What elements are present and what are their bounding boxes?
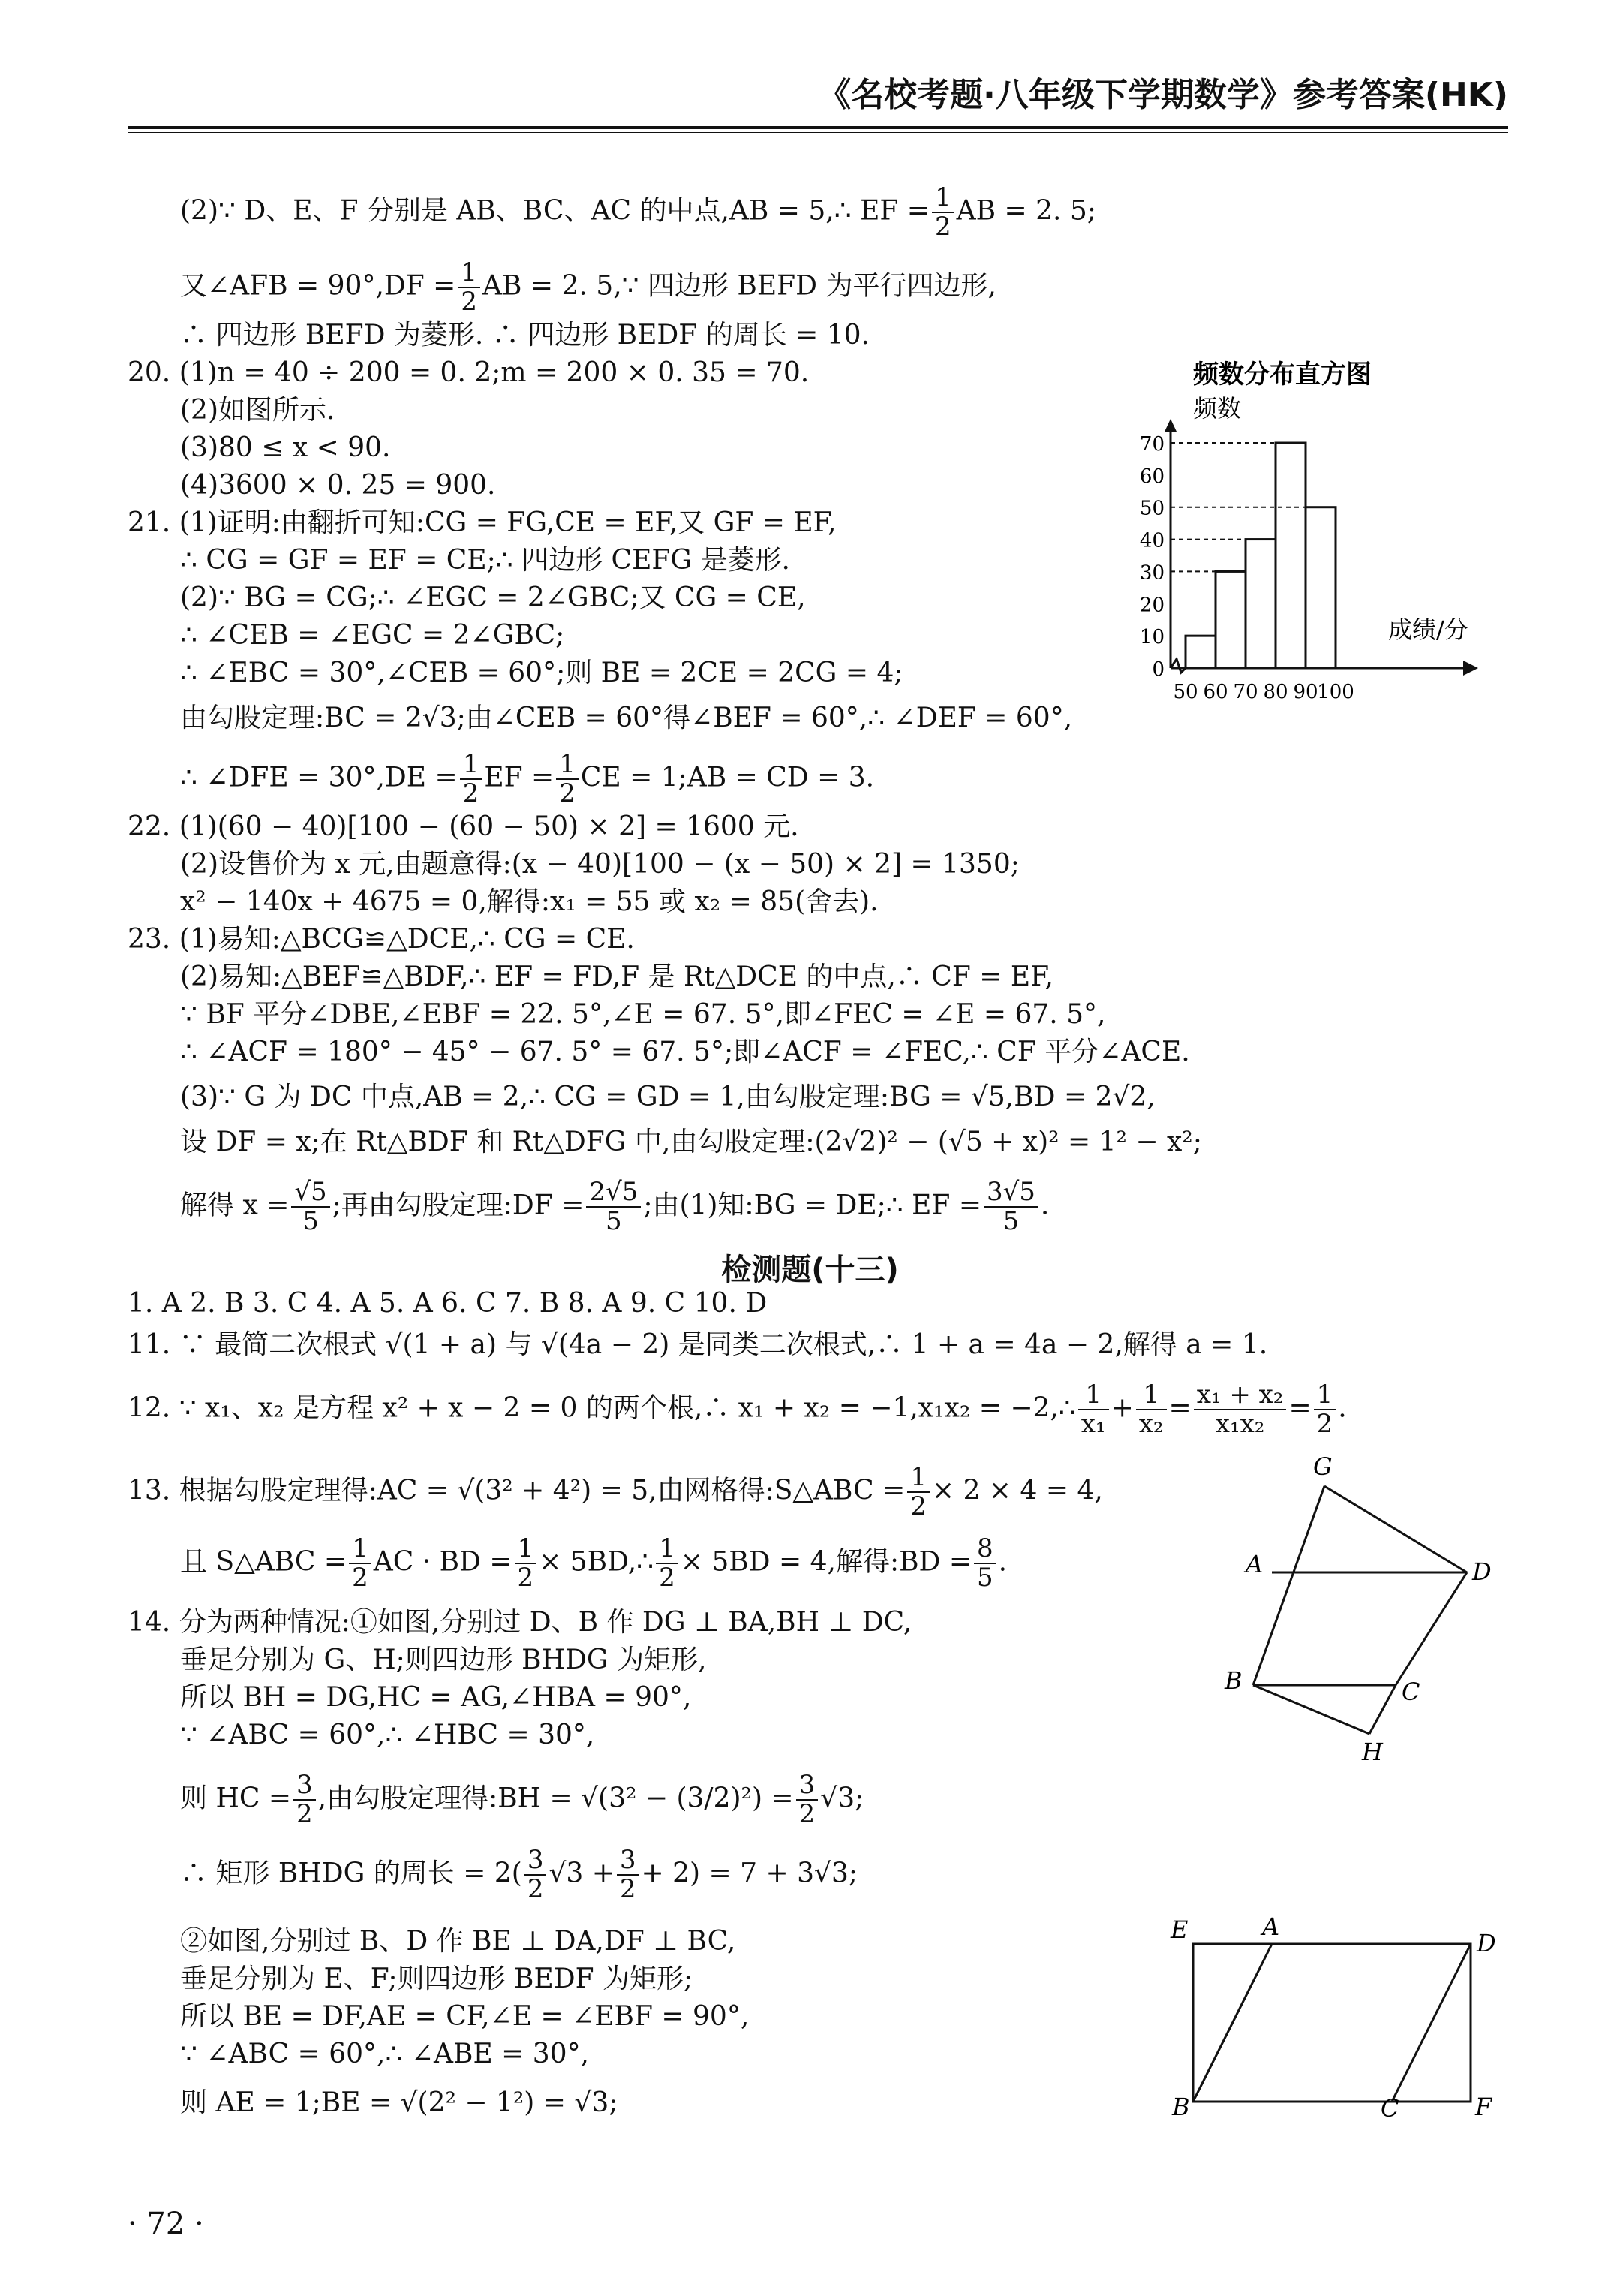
x-tick-label: 80 [1263,681,1288,703]
fraction: $\frac{1}{\text{x₁}}$ [1078,1381,1109,1439]
segment-DC [1396,1572,1467,1685]
histogram-chart [1111,353,1501,706]
answer-line: ∴ 矩形 BHDG 的周长 = 2( $\frac{3}{2}$ √3 + $\frac{3}{2}$ + 2) = 7 + 3√3; [180,1845,858,1905]
answer-line: ∴ CG = GF = EF = CE;∴ 四边形 CEFG 是菱形. [180,545,790,576]
answer-line: 12. ∵ x₁、x₂ 是方程 x² + x − 2 = 0 的两个根,∴ x₁ + x₂ = −1,x₁x₂ = −2,∴ $\frac{1}{\text{x₁}}$ + $\frac{1}{\text{x₂}}$ = $\frac{\text{x₁ + x₂}}{\text{x₁x₂}}$ = $\frac{1}{2}$ . [128,1380,1347,1440]
answer-line: 1. A 2. B 3. C 4. A 5. A 6. C 7. B 8. A 9. C 10. D [128,1288,768,1319]
answer-line: 20. (1)n = 40 ÷ 200 = 0. 2;m = 200 × 0. 35 = 70. [128,357,810,388]
fraction: $\frac{1}{2}$ [932,184,954,242]
header-rule [128,126,1508,129]
answer-line: 垂足分别为 E、F;则四边形 BEDF 为矩形; [180,1963,693,1994]
section-title: 检测题(十三) [721,1253,899,1287]
histogram-bar [1276,443,1306,668]
label-A: A [1246,1550,1264,1578]
answer-line: x² − 140x + 4675 = 0,解得:x₁ = 55 或 x₂ = 85(舍去). [180,886,879,917]
answer-line: 解得 x = $\frac{√5}{5}$ ;再由勾股定理:DF = $\frac{2√5}{5}$ ;由(1)知:BG = DE;∴ EF = $\frac{3√5}{5}$ . [180,1177,1050,1237]
chart-title: 频数分布直方图 [1193,360,1372,390]
label-F: F [1475,2093,1492,2117]
y-tick-label: 40 [1139,529,1165,552]
segment-BH [1253,1685,1369,1734]
label-C: C [1381,2094,1399,2117]
answer-line: 14. 分为两种情况:①如图,分别过 D、B 作 DG ⊥ BA,BH ⊥ DC, [128,1607,912,1638]
fraction: $\frac{3}{2}$ [617,1846,639,1904]
header-rule-thin [128,132,1508,133]
answer-line: 垂足分别为 G、H;则四边形 BHDG 为矩形, [180,1645,707,1675]
answer-line: (3)80 ≤ x < 90. [180,432,391,463]
answer-line: 又∠AFB = 90°,DF = $\frac{1}{2}$ AB = 2. 5,∵ 四边形 BEFD 为平行四边形, [180,257,996,317]
page-header: 《名校考题·八年级下学期数学》参考答案(HK) [818,76,1508,114]
answer-line: ∵ ∠ABC = 60°,∴ ∠HBC = 30°, [180,1720,595,1750]
answer-line: 所以 BH = DG,HC = AG,∠HBA = 90°, [180,1682,692,1713]
fraction: $\frac{3√5}{5}$ [984,1178,1038,1236]
answer-line: (2)易知:△BEF≌△BDF,∴ EF = FD,F 是 Rt△DCE 的中点,∴ CF = EF, [180,961,1053,992]
answer-line: ∴ ∠CEB = ∠EGC = 2∠GBC; [180,620,565,651]
y-tick-label: 20 [1139,594,1165,617]
fraction: $\frac{3}{2}$ [796,1771,819,1829]
histogram-bar [1186,636,1216,668]
label-B: B [1172,2093,1190,2117]
x-tick-label: 90 [1293,681,1318,703]
geometry-figure-1 [1156,1441,1501,1786]
fraction: $\frac{1}{\text{x₂}}$ [1136,1381,1167,1439]
y-tick-label: 0 [1152,658,1165,681]
segment-CH [1369,1685,1396,1734]
answer-line: ∴ ∠ACF = 180° − 45° − 67. 5° = 67. 5°;即∠ACF = ∠FEC,∴ CF 平分∠ACE. [180,1037,1190,1067]
x-axis-arrow [1463,661,1478,676]
answer-line: ∵ ∠ABC = 60°,∴ ∠ABE = 30°, [180,2039,590,2069]
label-D: D [1477,1929,1496,1957]
fraction: $\frac{1}{2}$ [515,1535,537,1593]
y-tick-label: 10 [1139,626,1165,649]
geometry-figure-2 [1141,1891,1516,2117]
fraction: $\frac{\text{x₁ + x₂}}{\text{x₁x₂}}$ [1194,1381,1287,1439]
answer-line: (2)设售价为 x 元,由题意得:(x − 40)[100 − (x − 50) × 2] = 1350; [180,849,1020,880]
y-tick-label: 60 [1139,465,1165,488]
x-tick-label: 50 [1173,681,1198,703]
answer-line: 11. ∵ 最简二次根式 √(1 + a) 与 √(4a − 2) 是同类二次根式,∴ 1 + a = 4a − 2,解得 a = 1. [128,1329,1268,1360]
answer-line: (3)∵ G 为 DC 中点,AB = 2,∴ CG = GD = 1,由勾股定理:BG = √5,BD = 2√2, [180,1082,1156,1112]
answer-line: ∴ ∠DFE = 30°,DE = $\frac{1}{2}$ EF = $\frac{1}{2}$ CE = 1;AB = CD = 3. [180,749,875,809]
label-B: B [1225,1666,1243,1695]
label-G: G [1313,1452,1333,1481]
segment-GB [1253,1486,1324,1685]
answer-line: 22. (1)(60 − 40)[100 − (60 − 50) × 2] = 1600 元. [128,811,799,842]
fraction: $\frac{2√5}{5}$ [586,1178,641,1236]
y-tick-label: 50 [1139,497,1165,520]
answer-line: (2)∵ BG = CG;∴ ∠EGC = 2∠GBC;又 CG = CE, [180,582,806,613]
answer-line: 23. (1)易知:△BCG≌△DCE,∴ CG = CE. [128,924,635,955]
fraction: $\frac{1}{2}$ [460,751,482,808]
answer-line: 则 AE = 1;BE = √(2² − 1²) = √3; [180,2087,618,2118]
histogram-bar [1246,540,1276,668]
label-A: A [1262,1912,1280,1941]
x-tick-label: 70 [1233,681,1258,703]
answer-line: ②如图,分别过 B、D 作 BE ⊥ DA,DF ⊥ BC, [180,1926,736,1957]
segment-AB [1193,1944,1272,2102]
label-D: D [1472,1557,1492,1586]
answer-line: 设 DF = x;在 Rt△BDF 和 Rt△DFG 中,由勾股定理:(2√2)² − (√5 + x)² = 1² − x²; [180,1127,1202,1157]
answer-line: 由勾股定理:BC = 2√3;由∠CEB = 60°得∠BEF = 60°,∴ ∠DEF = 60°, [180,703,1073,733]
axis-break [1171,659,1186,673]
answer-line: ∴ 四边形 BEFD 为菱形. ∴ 四边形 BEDF 的周长 = 10. [180,320,870,351]
histogram-bar [1216,571,1246,668]
answer-line: ∴ ∠EBC = 30°,∠CEB = 60°;则 BE = 2CE = 2CG = 4; [180,658,903,688]
answer-line: 且 S△ABC = $\frac{1}{2}$ AC · BD = $\frac{1}{2}$ × 5BD,∴ $\frac{1}{2}$ × 5BD = 4,解得:BD = $\frac{8}{5}$ . [180,1533,1008,1593]
answer-line: ∵ BF 平分∠DBE,∠EBF = 22. 5°,∠E = 67. 5°,即∠FEC = ∠E = 67. 5°, [180,999,1106,1030]
answer-line: 21. (1)证明:由翻折可知:CG = FG,CE = EF,又 GF = EF, [128,507,837,538]
label-H: H [1362,1738,1383,1766]
x-tick-label: 100 [1317,681,1354,703]
fraction: $\frac{3}{2}$ [293,1771,316,1829]
label-E: E [1171,1915,1189,1944]
segment-GD [1324,1486,1467,1572]
y-tick-label: 70 [1139,433,1165,456]
y-axis-arrow [1165,419,1177,432]
histogram-bar [1306,507,1336,668]
chart-ylabel: 频数 [1193,394,1242,423]
fraction: $\frac{1}{2}$ [349,1535,371,1593]
answer-line: (2)∵ D、E、F 分别是 AB、BC、AC 的中点,AB = 5,∴ EF = $\frac{1}{2}$ AB = 2. 5; [180,182,1096,242]
answer-line: (4)3600 × 0. 25 = 900. [180,470,496,501]
fraction: $\frac{1}{2}$ [556,751,579,808]
fraction: $\frac{√5}{5}$ [291,1178,329,1236]
x-tick-label: 60 [1203,681,1228,703]
label-C: C [1402,1678,1420,1706]
chart-xlabel: 成绩/分 [1388,615,1468,644]
answer-line: 则 HC = $\frac{3}{2}$ ,由勾股定理得:BH = √(3² − (3/2)²) = $\frac{3}{2}$ √3; [180,1770,864,1830]
page-number: · 72 · [128,2207,204,2241]
fraction: $\frac{1}{2}$ [1314,1381,1336,1439]
answer-line: 13. 根据勾股定理得:AC = √(3² + 4²) = 5,由网格得:S△ABC = $\frac{1}{2}$ × 2 × 4 = 4, [128,1462,1103,1522]
rectangle-BEDF [1193,1944,1471,2102]
fraction: $\frac{3}{2}$ [524,1846,547,1904]
fraction: $\frac{1}{2}$ [458,259,480,317]
fraction: $\frac{1}{2}$ [656,1535,678,1593]
segment-DC [1392,1944,1471,2102]
answer-line: (2)如图所示. [180,395,335,426]
y-tick-label: 30 [1139,561,1165,585]
answer-line: 所以 BE = DF,AE = CF,∠E = ∠EBF = 90°, [180,2001,750,2032]
fraction: $\frac{1}{2}$ [907,1464,930,1521]
fraction: $\frac{8}{5}$ [974,1535,996,1593]
